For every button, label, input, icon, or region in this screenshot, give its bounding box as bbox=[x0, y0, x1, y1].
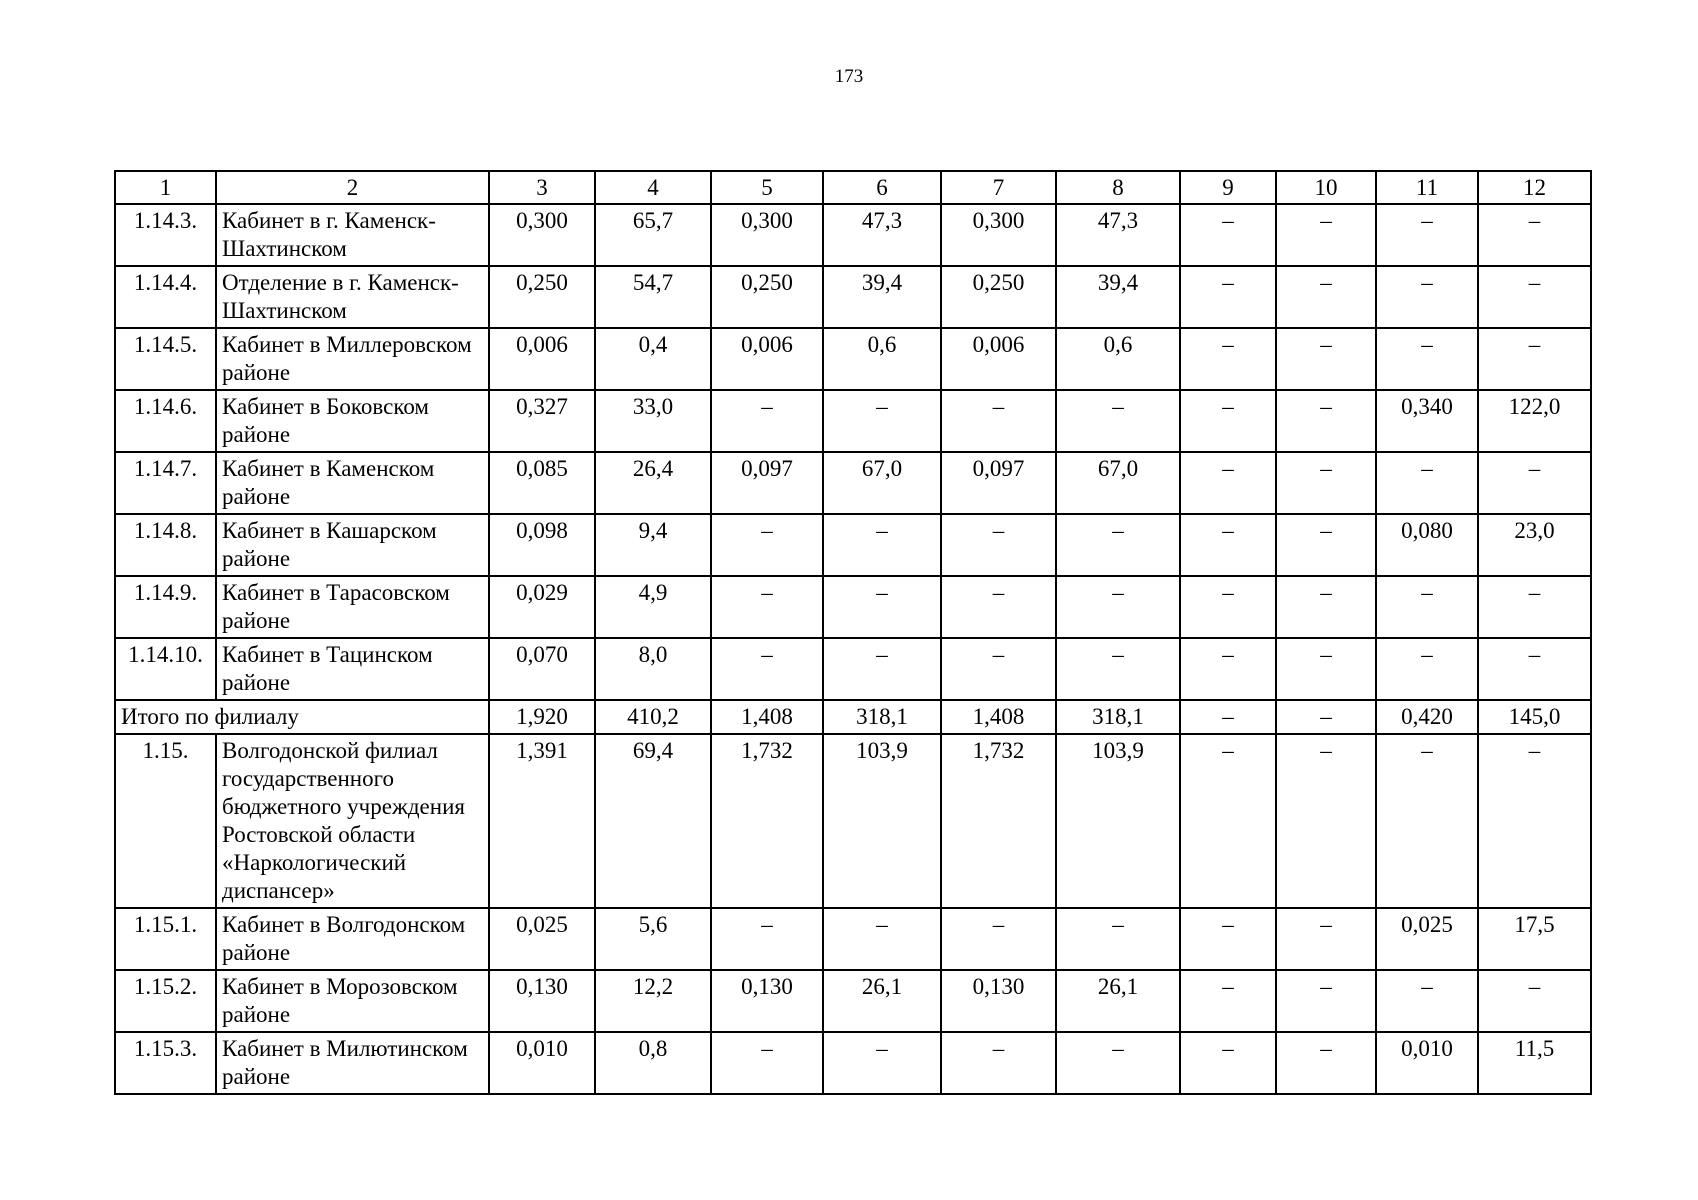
column-number-cell: 11 bbox=[1376, 171, 1478, 204]
total-value-cell: 1,408 bbox=[941, 700, 1056, 734]
value-cell: 0,4 bbox=[595, 328, 711, 390]
row-name-cell: Кабинет в Милютинском районе bbox=[216, 1032, 489, 1094]
value-cell: – bbox=[941, 514, 1056, 576]
value-cell: 26,1 bbox=[823, 970, 941, 1032]
value-cell: – bbox=[1478, 734, 1591, 908]
row-name-cell: Кабинет в Миллеровском районе bbox=[216, 328, 489, 390]
value-cell: 8,0 bbox=[595, 638, 711, 700]
value-cell: 0,006 bbox=[941, 328, 1056, 390]
row-number-cell: 1.15. bbox=[115, 734, 216, 908]
total-value-cell: 1,408 bbox=[711, 700, 823, 734]
value-cell: 47,3 bbox=[823, 204, 941, 266]
value-cell: 0,010 bbox=[489, 1032, 595, 1094]
value-cell: – bbox=[1276, 1032, 1376, 1094]
value-cell: – bbox=[941, 908, 1056, 970]
value-cell: – bbox=[1478, 452, 1591, 514]
value-cell: – bbox=[711, 1032, 823, 1094]
value-cell: 39,4 bbox=[823, 266, 941, 328]
value-cell: – bbox=[1376, 576, 1478, 638]
total-value-cell: 1,920 bbox=[489, 700, 595, 734]
value-cell: – bbox=[1276, 970, 1376, 1032]
value-cell: – bbox=[1276, 390, 1376, 452]
column-number-cell: 7 bbox=[941, 171, 1056, 204]
value-cell: – bbox=[1478, 970, 1591, 1032]
value-cell: – bbox=[711, 390, 823, 452]
value-cell: – bbox=[941, 1032, 1056, 1094]
value-cell: – bbox=[711, 908, 823, 970]
value-cell: – bbox=[1180, 514, 1276, 576]
value-cell: 0,070 bbox=[489, 638, 595, 700]
row-number-cell: 1.15.1. bbox=[115, 908, 216, 970]
value-cell: – bbox=[1180, 452, 1276, 514]
table-row bbox=[115, 514, 1591, 576]
value-cell: 0,097 bbox=[941, 452, 1056, 514]
value-cell: 0,340 bbox=[1376, 390, 1478, 452]
column-number-cell: 3 bbox=[489, 171, 595, 204]
value-cell: – bbox=[1276, 638, 1376, 700]
table-row bbox=[115, 1032, 1591, 1094]
value-cell: – bbox=[823, 390, 941, 452]
column-number-cell: 12 bbox=[1478, 171, 1591, 204]
table-row bbox=[115, 970, 1591, 1032]
value-cell: – bbox=[1276, 204, 1376, 266]
value-cell: 0,006 bbox=[489, 328, 595, 390]
value-cell: – bbox=[823, 514, 941, 576]
value-cell: 0,010 bbox=[1376, 1032, 1478, 1094]
row-name-cell: Кабинет в Тацинском районе bbox=[216, 638, 489, 700]
value-cell: – bbox=[1180, 734, 1276, 908]
value-cell: 1,391 bbox=[489, 734, 595, 908]
value-cell: – bbox=[1276, 452, 1376, 514]
header-row bbox=[115, 171, 1591, 204]
row-number-cell: 1.14.5. bbox=[115, 328, 216, 390]
value-cell: – bbox=[1180, 204, 1276, 266]
table-row bbox=[115, 390, 1591, 452]
value-cell: 17,5 bbox=[1478, 908, 1591, 970]
value-cell: 67,0 bbox=[823, 452, 941, 514]
value-cell: – bbox=[823, 576, 941, 638]
value-cell: 0,130 bbox=[711, 970, 823, 1032]
value-cell: 0,025 bbox=[489, 908, 595, 970]
value-cell: 0,085 bbox=[489, 452, 595, 514]
value-cell: 0,029 bbox=[489, 576, 595, 638]
value-cell: – bbox=[1056, 576, 1180, 638]
row-number-cell: 1.14.10. bbox=[115, 638, 216, 700]
table-row bbox=[115, 908, 1591, 970]
value-cell: 0,250 bbox=[941, 266, 1056, 328]
column-number-cell: 1 bbox=[115, 171, 216, 204]
value-cell: 9,4 bbox=[595, 514, 711, 576]
value-cell: 47,3 bbox=[1056, 204, 1180, 266]
value-cell: – bbox=[1056, 638, 1180, 700]
value-cell: – bbox=[1180, 576, 1276, 638]
value-cell: – bbox=[1276, 908, 1376, 970]
value-cell: – bbox=[823, 1032, 941, 1094]
row-name-cell: Отделение в г. Каменск-Шахтинском bbox=[216, 266, 489, 328]
row-name-cell: Кабинет в г. Каменск-Шахтинском bbox=[216, 204, 489, 266]
row-name-cell: Кабинет в Морозовском районе bbox=[216, 970, 489, 1032]
total-row bbox=[115, 700, 1591, 734]
value-cell: 69,4 bbox=[595, 734, 711, 908]
value-cell: 1,732 bbox=[941, 734, 1056, 908]
value-cell: 122,0 bbox=[1478, 390, 1591, 452]
data-table bbox=[114, 170, 1592, 1095]
value-cell: 0,130 bbox=[941, 970, 1056, 1032]
value-cell: 0,025 bbox=[1376, 908, 1478, 970]
table-row bbox=[115, 576, 1591, 638]
value-cell: 0,6 bbox=[823, 328, 941, 390]
row-number-cell: 1.15.2. bbox=[115, 970, 216, 1032]
row-name-cell: Кабинет в Волгодонском районе bbox=[216, 908, 489, 970]
value-cell: 67,0 bbox=[1056, 452, 1180, 514]
total-value-cell: 318,1 bbox=[1056, 700, 1180, 734]
total-value-cell: 0,420 bbox=[1376, 700, 1478, 734]
column-number-cell: 5 bbox=[711, 171, 823, 204]
value-cell: 0,098 bbox=[489, 514, 595, 576]
total-value-cell: 145,0 bbox=[1478, 700, 1591, 734]
column-number-cell: 10 bbox=[1276, 171, 1376, 204]
value-cell: – bbox=[1180, 908, 1276, 970]
value-cell: 103,9 bbox=[1056, 734, 1180, 908]
table-row bbox=[115, 266, 1591, 328]
value-cell: 4,9 bbox=[595, 576, 711, 638]
column-number-cell: 4 bbox=[595, 171, 711, 204]
row-number-cell: 1.14.3. bbox=[115, 204, 216, 266]
value-cell: – bbox=[823, 638, 941, 700]
row-name-cell: Кабинет в Каменском районе bbox=[216, 452, 489, 514]
value-cell: – bbox=[1180, 638, 1276, 700]
value-cell: 0,300 bbox=[711, 204, 823, 266]
table-row bbox=[115, 734, 1591, 908]
value-cell: 0,130 bbox=[489, 970, 595, 1032]
table-row bbox=[115, 328, 1591, 390]
total-value-cell: – bbox=[1276, 700, 1376, 734]
total-value-cell: 318,1 bbox=[823, 700, 941, 734]
value-cell: 26,4 bbox=[595, 452, 711, 514]
column-number-cell: 6 bbox=[823, 171, 941, 204]
value-cell: 0,327 bbox=[489, 390, 595, 452]
value-cell: – bbox=[1180, 266, 1276, 328]
value-cell: 0,250 bbox=[489, 266, 595, 328]
row-number-cell: 1.14.6. bbox=[115, 390, 216, 452]
row-number-cell: 1.15.3. bbox=[115, 1032, 216, 1094]
value-cell: 23,0 bbox=[1478, 514, 1591, 576]
column-number-cell: 9 bbox=[1180, 171, 1276, 204]
value-cell: 0,097 bbox=[711, 452, 823, 514]
value-cell: – bbox=[1056, 390, 1180, 452]
value-cell: – bbox=[941, 576, 1056, 638]
value-cell: – bbox=[711, 576, 823, 638]
value-cell: – bbox=[711, 514, 823, 576]
value-cell: – bbox=[1276, 514, 1376, 576]
value-cell: 65,7 bbox=[595, 204, 711, 266]
row-name-cell: Волгодонской филиал государственного бюджетного учреждения Ростовской области «Наркологический диспансер» bbox=[216, 734, 489, 908]
row-name-cell: Кабинет в Тарасовском районе bbox=[216, 576, 489, 638]
value-cell: – bbox=[1376, 638, 1478, 700]
value-cell: 0,080 bbox=[1376, 514, 1478, 576]
value-cell: – bbox=[1376, 328, 1478, 390]
value-cell: – bbox=[1056, 1032, 1180, 1094]
value-cell: 11,5 bbox=[1478, 1032, 1591, 1094]
value-cell: – bbox=[823, 908, 941, 970]
row-number-cell: 1.14.8. bbox=[115, 514, 216, 576]
value-cell: 33,0 bbox=[595, 390, 711, 452]
value-cell: – bbox=[1056, 514, 1180, 576]
value-cell: – bbox=[1276, 266, 1376, 328]
value-cell: 26,1 bbox=[1056, 970, 1180, 1032]
column-number-cell: 2 bbox=[216, 171, 489, 204]
value-cell: – bbox=[1276, 734, 1376, 908]
value-cell: – bbox=[1478, 638, 1591, 700]
table-row bbox=[115, 638, 1591, 700]
value-cell: – bbox=[1180, 390, 1276, 452]
value-cell: – bbox=[1478, 328, 1591, 390]
value-cell: 5,6 bbox=[595, 908, 711, 970]
value-cell: – bbox=[1276, 328, 1376, 390]
column-number-cell: 8 bbox=[1056, 171, 1180, 204]
page-number: 173 bbox=[834, 66, 864, 87]
value-cell: – bbox=[1376, 204, 1478, 266]
value-cell: 0,6 bbox=[1056, 328, 1180, 390]
value-cell: 103,9 bbox=[823, 734, 941, 908]
row-name-cell: Кабинет в Боковском районе bbox=[216, 390, 489, 452]
value-cell: 0,8 bbox=[595, 1032, 711, 1094]
row-number-cell: 1.14.4. bbox=[115, 266, 216, 328]
value-cell: – bbox=[1376, 452, 1478, 514]
value-cell: – bbox=[1478, 204, 1591, 266]
value-cell: 0,300 bbox=[941, 204, 1056, 266]
total-label-cell: Итого по филиалу bbox=[115, 700, 489, 734]
table-row bbox=[115, 204, 1591, 266]
value-cell: – bbox=[1056, 908, 1180, 970]
total-value-cell: – bbox=[1180, 700, 1276, 734]
table-row bbox=[115, 452, 1591, 514]
row-name-cell: Кабинет в Кашарском районе bbox=[216, 514, 489, 576]
value-cell: – bbox=[1478, 266, 1591, 328]
value-cell: 0,300 bbox=[489, 204, 595, 266]
value-cell: – bbox=[941, 638, 1056, 700]
value-cell: – bbox=[1180, 1032, 1276, 1094]
value-cell: 12,2 bbox=[595, 970, 711, 1032]
value-cell: – bbox=[1478, 576, 1591, 638]
value-cell: 39,4 bbox=[1056, 266, 1180, 328]
value-cell: – bbox=[1180, 970, 1276, 1032]
value-cell: – bbox=[711, 638, 823, 700]
value-cell: 1,732 bbox=[711, 734, 823, 908]
value-cell: – bbox=[941, 390, 1056, 452]
value-cell: – bbox=[1180, 328, 1276, 390]
row-number-cell: 1.14.9. bbox=[115, 576, 216, 638]
row-number-cell: 1.14.7. bbox=[115, 452, 216, 514]
total-value-cell: 410,2 bbox=[595, 700, 711, 734]
value-cell: – bbox=[1276, 576, 1376, 638]
value-cell: 54,7 bbox=[595, 266, 711, 328]
value-cell: – bbox=[1376, 734, 1478, 908]
value-cell: – bbox=[1376, 266, 1478, 328]
value-cell: – bbox=[1376, 970, 1478, 1032]
value-cell: 0,006 bbox=[711, 328, 823, 390]
value-cell: 0,250 bbox=[711, 266, 823, 328]
